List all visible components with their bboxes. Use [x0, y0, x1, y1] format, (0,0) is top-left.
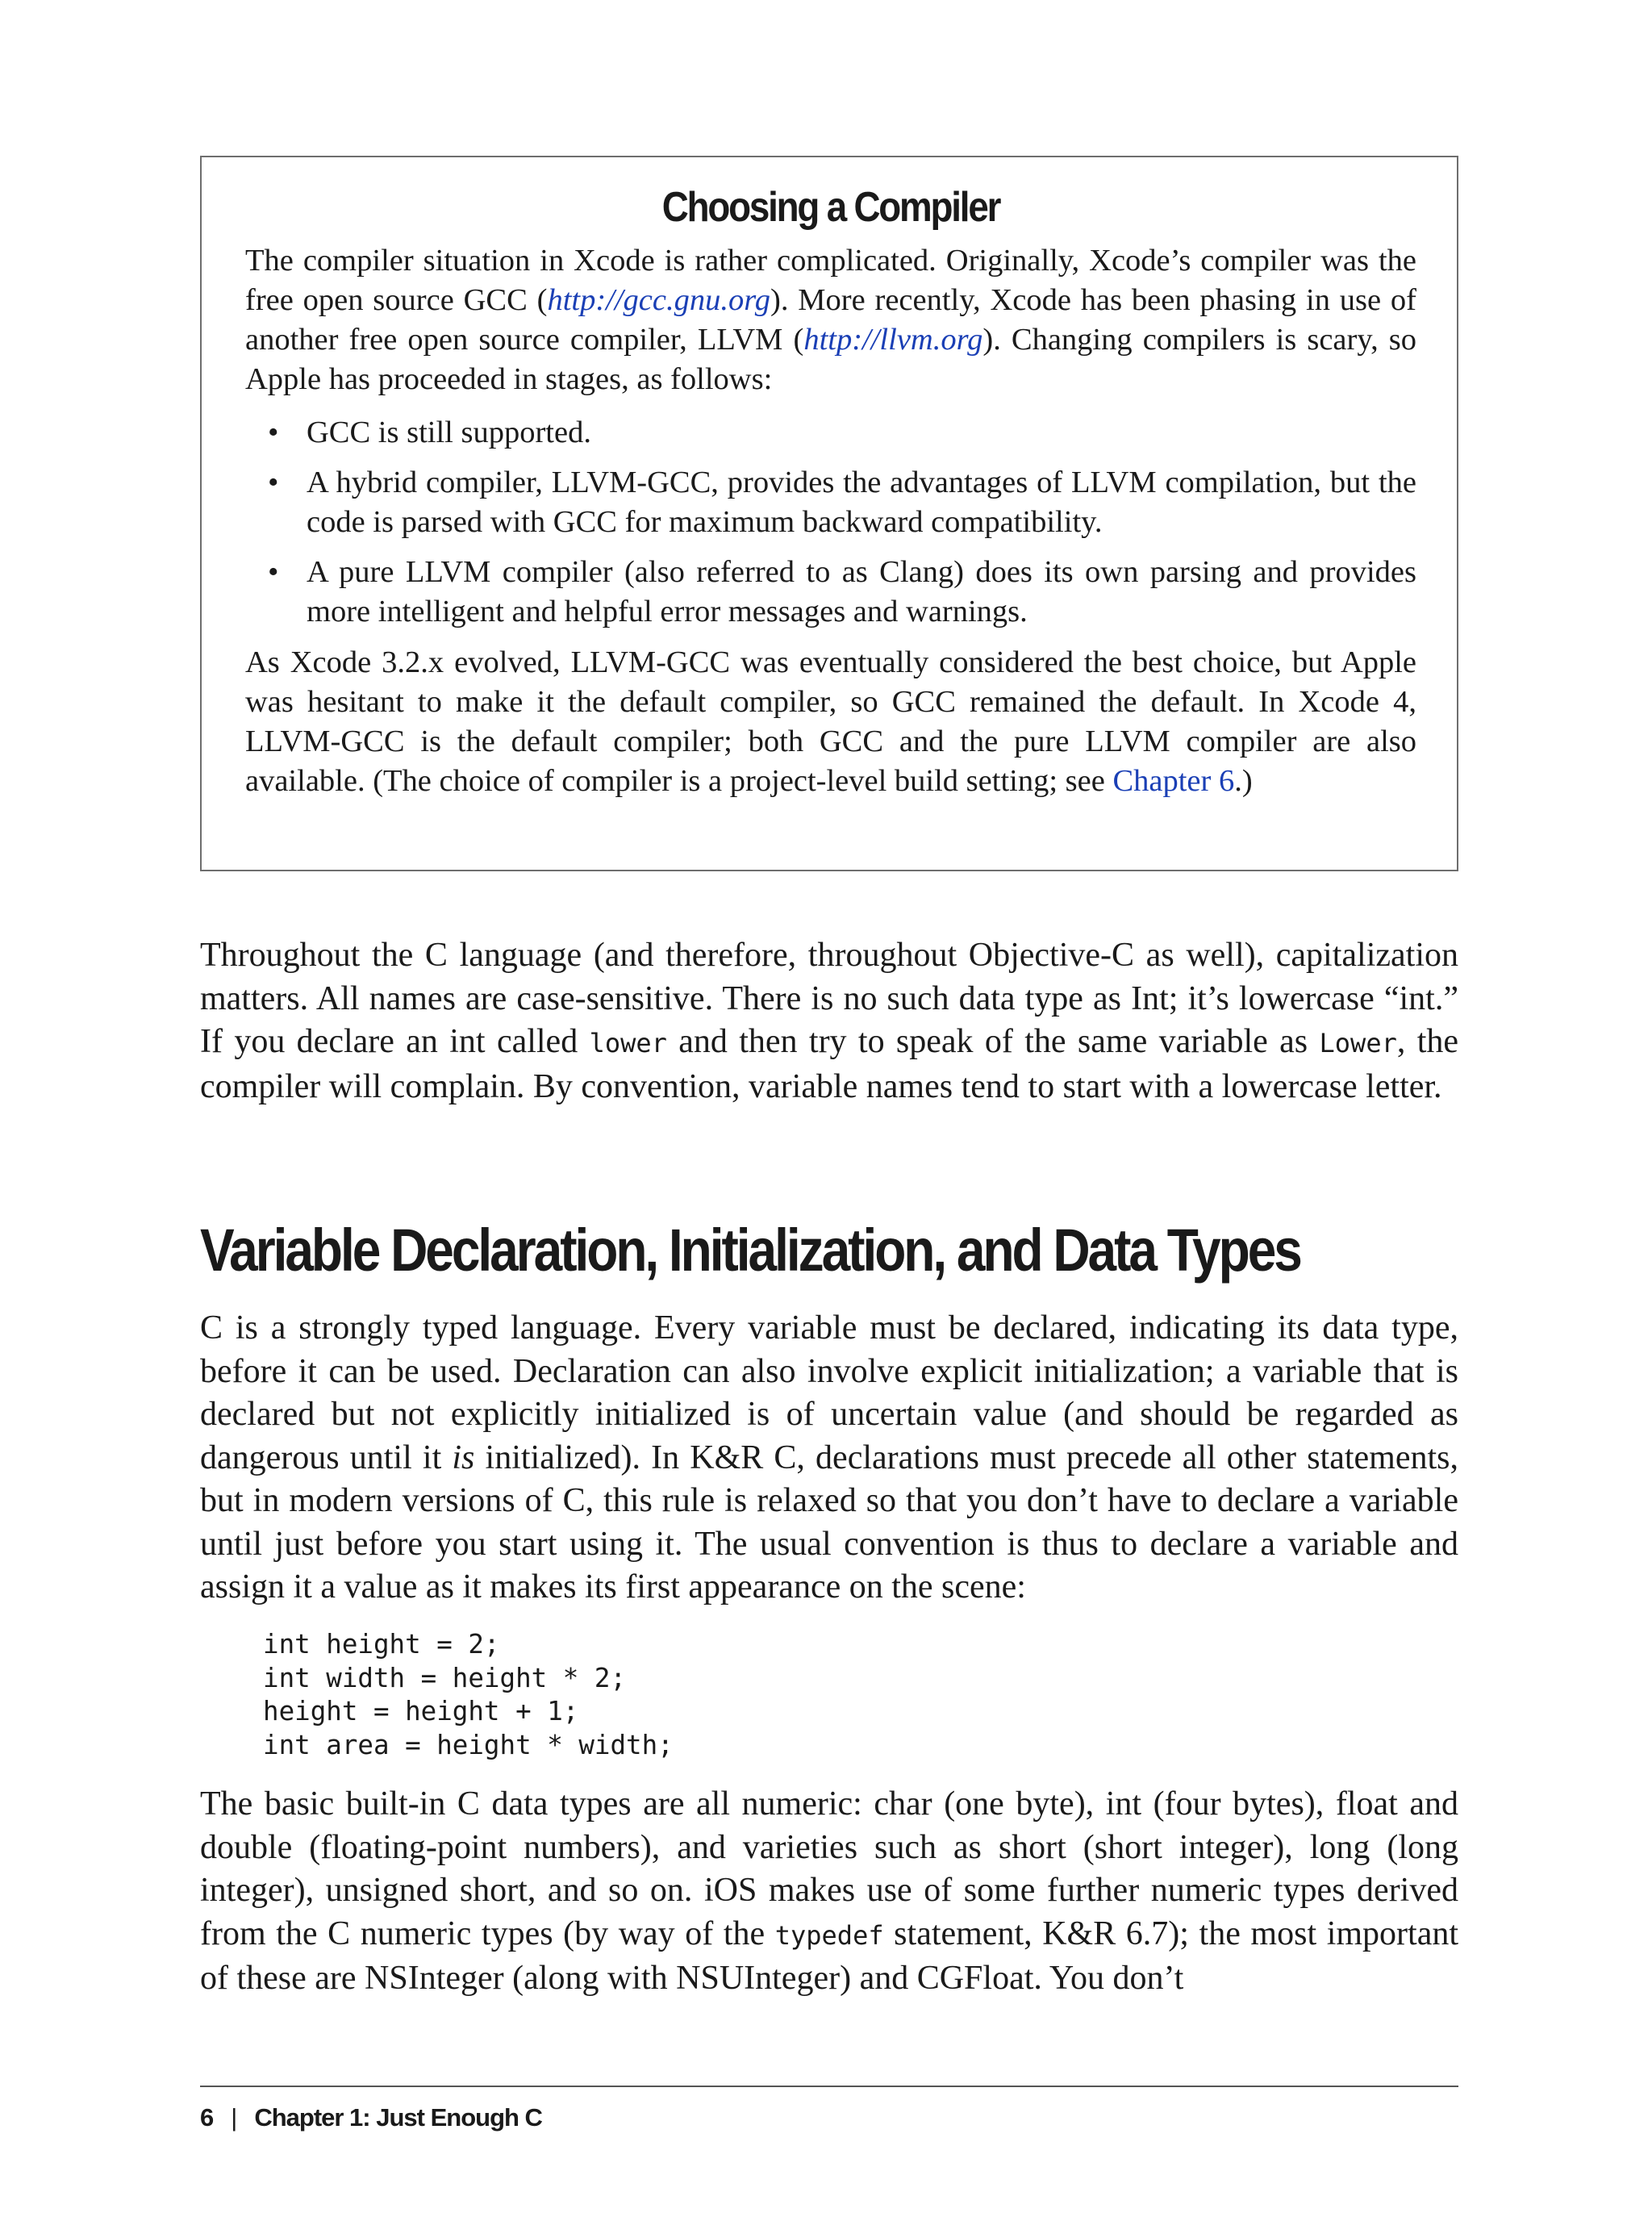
chapter-label: Chapter 1: Just Enough C [254, 2103, 542, 2132]
sidebar-intro: The compiler situation in Xcode is rather complicated. Originally, Xcode’s compiler was the free open source GCC (http://gcc.gnu.org). More recently, Xcode has been phasing in use of another free open source compiler, LLVM (http://llvm.org). Changing compilers is scary, so Apple has proceeded in stages, as follows: [245, 244, 1417, 396]
bullet-icon: • [268, 555, 279, 589]
list-item: • A pure LLVM compiler (also referred to as Clang) does its own parsing and provides more intelligent and helpful error messages and warnings. [307, 553, 1416, 632]
sidebar-closing: As Xcode 3.2.x evolved, LLVM-GCC was eventually considered the best choice, but Apple was hesitant to make it the default compiler, so GCC remained the default. In Xcode 4, LLVM-GCC is the default compiler; both GCC and the pure LLVM compiler are also available. (The choice of compiler is a project-level build setting; see Chapter 6.) [245, 645, 1416, 798]
code-example: int height = 2; int width = height * 2; height = height + 1; int area = height * width; [263, 1629, 674, 1760]
page-number: 6 [200, 2103, 214, 2132]
list-item: • GCC is still supported. [307, 413, 1416, 453]
inline-code-Lower: Lower [1319, 1028, 1397, 1058]
capitalization-paragraph: Throughout the C language (and therefore, throughout Objective-C as well), capitalization matters. All names are case-sensitive. There is no such data type as Int; it’s lowercase “int.” If you declare an int called lower and then try to speak of the same variable as Lower, the compiler will complain. By convention, variable names tend to start with a lowercase letter. [200, 937, 1459, 1105]
chapter-6-link[interactable]: Chapter 6 [1112, 764, 1235, 798]
bullet-icon: • [268, 415, 279, 449]
data-types-paragraph: The basic built-in C data types are all numeric: char (one byte), int (four bytes), float and double (floating-point numbers), and varieties such as short (short integer), long (long integer), unsigned short, and so on. iOS makes use of some further numeric types derived from the C numeric types (by way of the typedef statement, K&R 6.7); the most important of these are NSInteger (along with NSUInteger) and CGFloat. You don’t [200, 1785, 1458, 1997]
compiler-stages-list [245, 413, 1416, 632]
footer-separator: | [231, 2103, 237, 2132]
inline-code-lower: lower [589, 1028, 667, 1058]
list-item: • A hybrid compiler, LLVM-GCC, provides the advantages of LLVM compilation, but the code is parsed with GCC for maximum backward compatibility. [307, 463, 1416, 542]
declaration-paragraph: C is a strongly typed language. Every variable must be declared, indicating its data type, before it can be used. Declaration can also involve explicit initialization; a variable that is declared but not explicitly initialized is of uncertain value (and should be regarded as dangerous until it is initialized). In K&R C, declarations must precede all other statements, but in modern versions of C, this rule is relaxed so that you don’t have to declare a variable until just before you start using it. The usual convention is thus to declare a variable and assign it a value as it makes its first appearance on the scene: [200, 1309, 1458, 1605]
sidebar-title: Choosing a Compiler [661, 184, 1000, 231]
page-footer [200, 2102, 542, 2134]
bullet-icon: • [268, 466, 279, 499]
gcc-link[interactable]: http://gcc.gnu.org [547, 283, 771, 317]
llvm-link[interactable]: http://llvm.org [803, 323, 983, 357]
section-heading: Variable Declaration, Initialization, and Data Types [200, 1217, 1300, 1284]
footer-divider [200, 2086, 1458, 2087]
inline-code-typedef: typedef [774, 1919, 884, 1951]
sidebar-box [200, 156, 1458, 871]
